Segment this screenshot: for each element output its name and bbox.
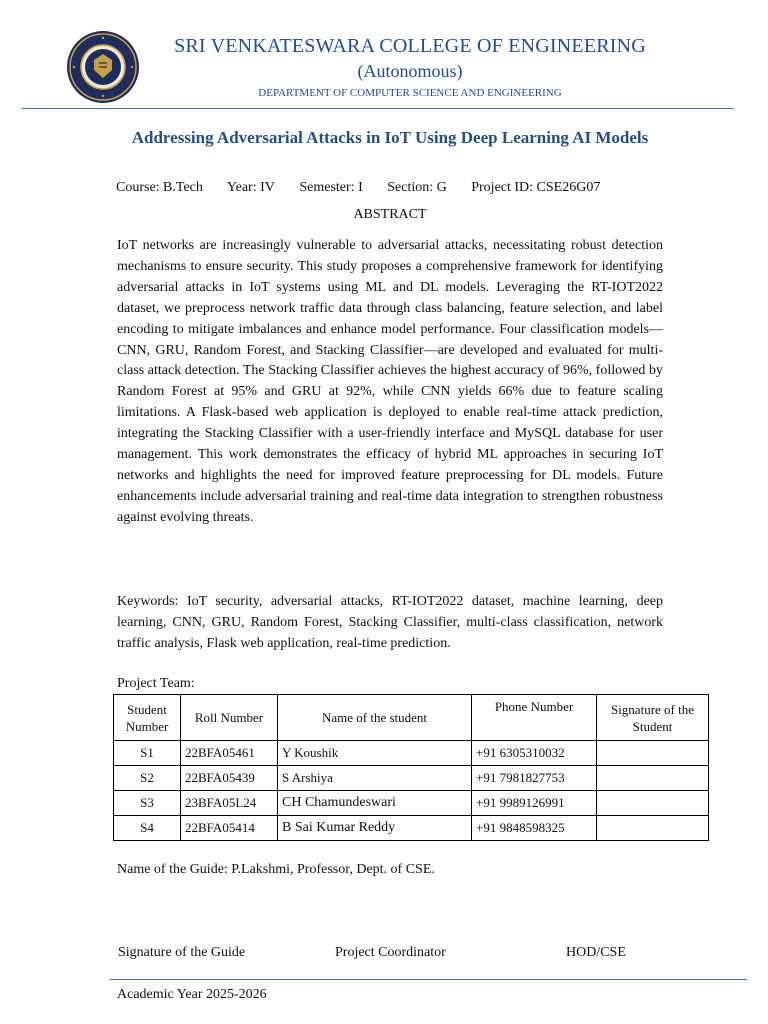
student-number-cell: S1: [114, 741, 181, 766]
table-row: [114, 741, 709, 766]
project-title: Addressing Adversarial Attacks in IoT Using Deep Learning AI Models: [131, 128, 649, 147]
student-name-cell: S Arshiya: [278, 766, 472, 791]
project-meta: [116, 179, 676, 197]
section: Section: G: [387, 180, 447, 195]
college-name: SRI VENKATESWARA COLLEGE OF ENGINEERING: [174, 35, 646, 57]
footer-divider: [110, 979, 747, 980]
team-label: Project Team:: [117, 676, 195, 691]
header-student-number: Student Number: [114, 695, 181, 741]
keywords-text: Keywords: IoT security, adversarial attacks, RT-IOT2022 dataset, machine learning, deep learning, CNN, GRU, Random Forest, Stacking Classifier, multi-class classification, network traffic analysis, Flask web application, real-time prediction.: [117, 594, 663, 651]
header-signature: Signature of the Student: [597, 695, 709, 741]
abstract-text: IoT networks are increasingly vulnerable to adversarial attacks, necessitating robust detection mechanisms to ensure security. This study proposes a comprehensive framework for identifying adversarial attacks in IoT systems using ML and DL models. Leveraging the RT-IOT2022 dataset, we preprocess network traffic data through class balancing, feature selection, and label encoding to mitigate imbalances and enhance model performance. Four classification models—CNN, GRU, Random Forest, and Stacking Classifier—are developed and evaluated for multi-class attack detection. The Stacking Classifier achieves the highest accuracy of 96%, followed by Random Forest at 95% and GRU at 92%, while CNN yields 66% due to feature scaling limitations. A Flask-based web application is deployed to enable real-time attack prediction, integrating the Stacking Classifier with a user-friendly interface and MySQL database for user management. This work demonstrates the efficacy of hybrid ML approaches in securing IoT networks and highlights the need for improved feature preprocessing for DL models. Future enhancements include adversarial training and real-time data integration to strengthen robustness against evolving threats.: [117, 238, 663, 525]
guide-signature-label: Signature of the Guide: [118, 945, 246, 960]
autonomous-label: (Autonomous): [357, 61, 463, 81]
phone-number-cell: +91 7981827753: [472, 766, 597, 791]
header-student-name: Name of the student: [278, 695, 472, 741]
signature-cell: [597, 791, 709, 816]
roll-number-cell: 22BFA05439: [181, 766, 278, 791]
student-name-cell: CH Chamundeswari: [278, 791, 472, 816]
hod-signature-label: HOD/CSE: [566, 945, 626, 960]
table-row: [114, 766, 709, 791]
student-number-cell: S4: [114, 816, 181, 841]
phone-number-cell: +91 9989126991: [472, 791, 597, 816]
header-roll-number: Roll Number: [181, 695, 278, 741]
college-seal-logo-icon: [66, 30, 140, 104]
coordinator-signature-label: Project Coordinator: [335, 945, 446, 960]
phone-number-cell: +91 6305310032: [472, 741, 597, 766]
table-row: [114, 791, 709, 816]
guide-name: Name of the Guide: P.Lakshmi, Professor, Dept. of CSE.: [117, 862, 435, 877]
year: Year: IV: [226, 180, 275, 195]
signature-cell: [597, 816, 709, 841]
roll-number-cell: 22BFA05414: [181, 816, 278, 841]
student-name-cell: B Sai Kumar Reddy: [278, 816, 472, 841]
department-name: DEPARTMENT OF COMPUTER SCIENCE AND ENGINEERING: [258, 87, 562, 99]
roll-number-cell: 22BFA05461: [181, 741, 278, 766]
student-name-cell: Y Koushik: [278, 741, 472, 766]
signature-cell: [597, 766, 709, 791]
phone-number-cell: +91 9848598325: [472, 816, 597, 841]
team-table: [113, 694, 709, 841]
course: Course: B.Tech: [116, 180, 203, 195]
table-header-row: [114, 695, 709, 741]
signature-cell: [597, 741, 709, 766]
table-row: [114, 816, 709, 841]
semester: Semester: I: [299, 180, 363, 195]
header-phone-number: Phone Number: [472, 695, 597, 741]
student-number-cell: S3: [114, 791, 181, 816]
header-divider: [22, 108, 734, 109]
abstract-heading: ABSTRACT: [353, 207, 427, 222]
academic-year: Academic Year 2025-2026: [117, 987, 267, 1002]
project-id: Project ID: CSE26G07: [471, 180, 601, 195]
student-number-cell: S2: [114, 766, 181, 791]
roll-number-cell: 23BFA05L24: [181, 791, 278, 816]
